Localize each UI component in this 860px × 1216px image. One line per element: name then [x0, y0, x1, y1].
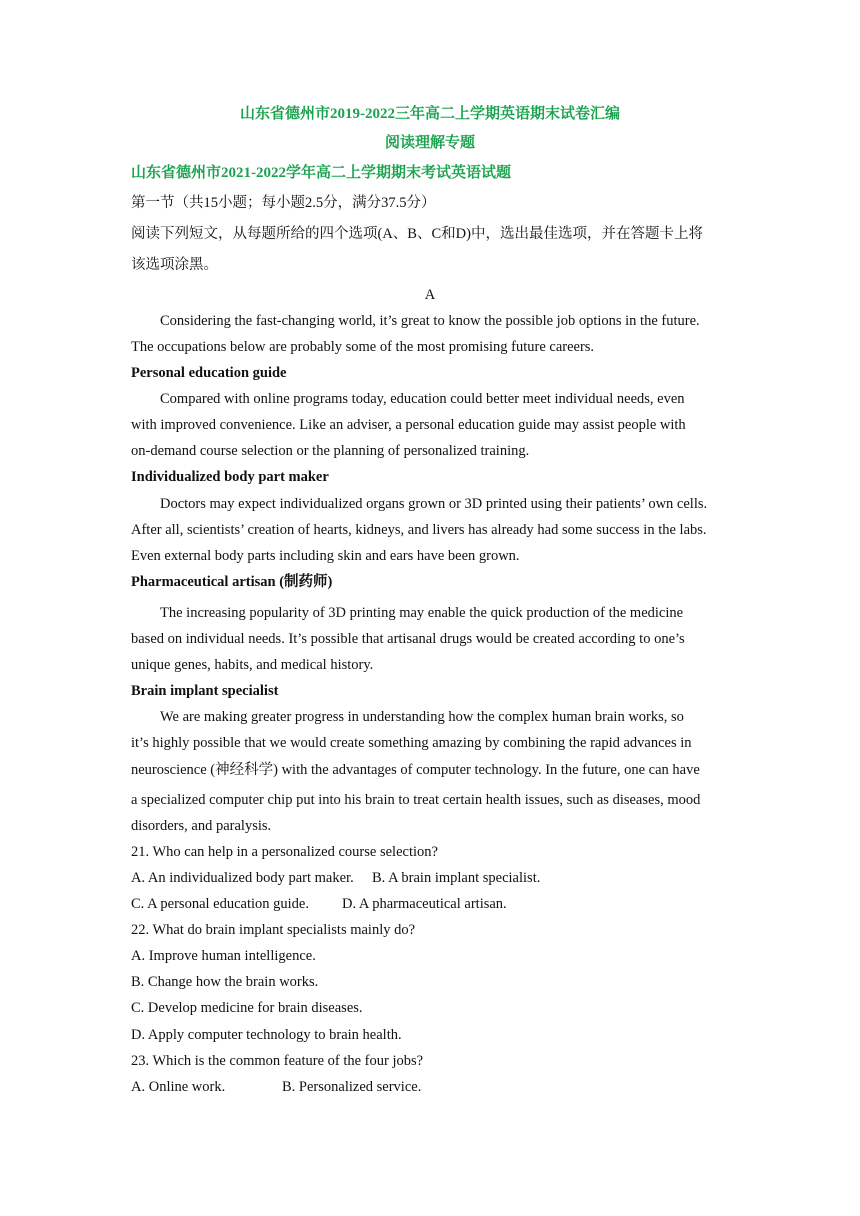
instruction-line: 阅读下列短文，从每题所给的四个选项(A、B、C和D)中，选出最佳选项，并在答题卡上将 [131, 226, 703, 242]
passage-line: with improved convenience. Like an adviser, a personal education guide may assist people with [131, 417, 686, 433]
passage-line: neuroscience (神经科学) with the advantages of computer technology. In the future, one can have [131, 762, 700, 778]
question-stem: 22. What do brain implant specialists mainly do? [131, 922, 416, 938]
passage-line: a specialized computer chip put into his brain to treat certain health issues, such as diseases, mood [131, 792, 701, 808]
compilation-title: 山东省德州市2019-2022三年高二上学期英语期末试卷汇编 [240, 106, 620, 122]
passage-label: A [424, 287, 436, 303]
passage-line: it’s highly possible that we would create something amazing by combining the rapid advances in [131, 735, 692, 751]
exam-title: 山东省德州市2021-2022学年高二上学期期末考试英语试题 [131, 165, 511, 181]
answer-option: A. An individualized body part maker. [131, 870, 354, 886]
question-stem: 21. Who can help in a personalized course selection? [131, 844, 438, 860]
passage-line: Even external body parts including skin and ears have been grown. [131, 548, 520, 564]
answer-option: A. Online work. [131, 1079, 226, 1095]
answer-option: D. A pharmaceutical artisan. [342, 896, 507, 912]
job-heading: Individualized body part maker [131, 469, 329, 485]
passage-line: unique genes, habits, and medical history. [131, 657, 374, 673]
answer-option: C. A personal education guide. [131, 896, 309, 912]
question-stem: 23. Which is the common feature of the four jobs? [131, 1053, 424, 1069]
passage-line: After all, scientists’ creation of hearts, kidneys, and livers has already had some success in the labs. [131, 522, 707, 538]
answer-option: A. Improve human intelligence. [131, 948, 316, 964]
topic-title: 阅读理解专题 [384, 135, 475, 151]
section-heading: 第一节（共15小题；每小题2.5分，满分37.5分） [131, 195, 436, 211]
passage-line: The increasing popularity of 3D printing may enable the quick production of the medicine [160, 605, 684, 621]
job-heading: Personal education guide [131, 365, 287, 381]
passage-line: on-demand course selection or the planning of personalized training. [131, 443, 530, 459]
passage-line: We are making greater progress in understanding how the complex human brain works, so [160, 709, 684, 725]
passage-line: disorders, and paralysis. [131, 818, 272, 834]
passage-line: Doctors may expect individualized organs grown or 3D printed using their patients’ own cells. [160, 496, 708, 512]
passage-line: The occupations below are probably some of the most promising future careers. [131, 339, 595, 355]
job-heading: Pharmaceutical artisan (制药师) [131, 574, 333, 590]
passage-line: Compared with online programs today, education could better meet individual needs, even [160, 391, 685, 407]
passage-line: Considering the fast-changing world, it’s great to know the possible job options in the future. [160, 313, 700, 329]
answer-option: B. Personalized service. [282, 1079, 422, 1095]
answer-option: C. Develop medicine for brain diseases. [131, 1000, 363, 1016]
answer-option: B. Change how the brain works. [131, 974, 319, 990]
answer-option: B. A brain implant specialist. [372, 870, 541, 886]
passage-line: based on individual needs. It’s possible that artisanal drugs would be created according to one’s [131, 631, 685, 647]
job-heading: Brain implant specialist [131, 683, 279, 699]
answer-option: D. Apply computer technology to brain health. [131, 1027, 402, 1043]
instruction-line: 该选项涂黑。 [131, 257, 218, 273]
